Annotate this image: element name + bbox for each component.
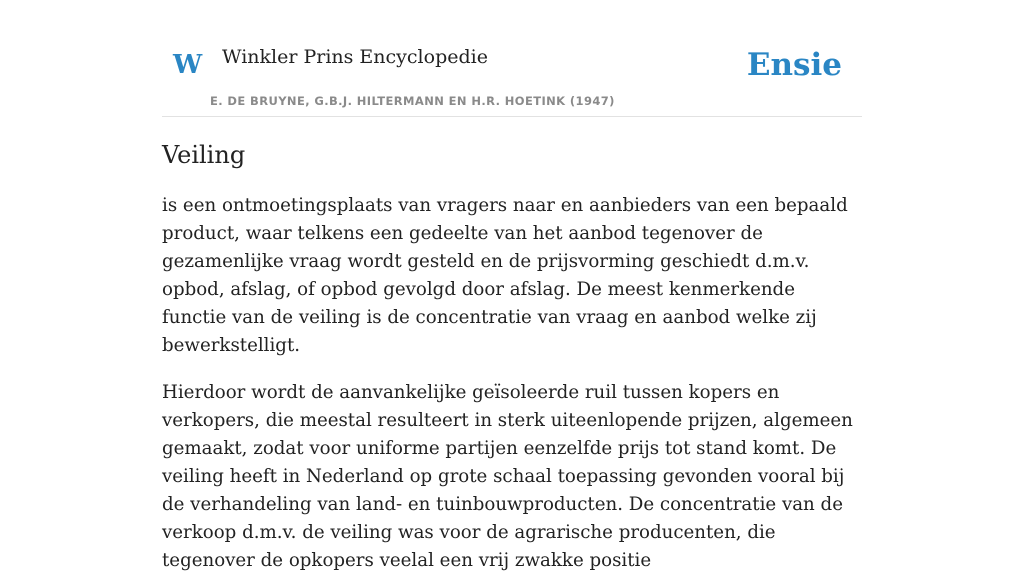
authors-byline: E. DE BRUYNE, G.B.J. HILTERMANN EN H.R. HOETINK (1947) [210,94,615,108]
article-title: Veiling [162,141,246,169]
article-paragraph: Hierdoor wordt de aanvankelijke geïsoleerde ruil tussen kopers en verkopers, die meestal resulteert in sterk uiteenlopende prijzen, algemeen gemaakt, zodat voor uniforme partijen eenzelfde prijs tot stand komt. De veiling heeft in Nederland op grote schaal toepassing gevonden vooral bij de verhandeling van land- en tuinbouwproducten. De concentratie van de verkoop d.m.v. de veiling was voor de agrarische producenten, die tegenover de opkopers veelal een vrij zwakke positie [162,381,853,571]
article-paragraph: is een ontmoetingsplaats van vragers naar en aanbieders van een bepaald product, waar telkens een gedeelte van het aanbod tegenover de gezamenlijke vraag wordt gesteld en de prijsvorming geschiedt d.m.v. opbod, afslag, of opbod gevolgd door afslag. De meest kenmerkende functie van de veiling is de concentratie van vraag en aanbod welke zij bewerkstelligt. [162,194,848,356]
winkler-prins-logo-icon[interactable]: W [173,50,203,80]
page-header [162,0,862,117]
ensie-brand-logo[interactable]: Ensie [746,47,842,83]
site-title[interactable]: Winkler Prins Encyclopedie [222,46,488,68]
page-container [162,0,862,575]
